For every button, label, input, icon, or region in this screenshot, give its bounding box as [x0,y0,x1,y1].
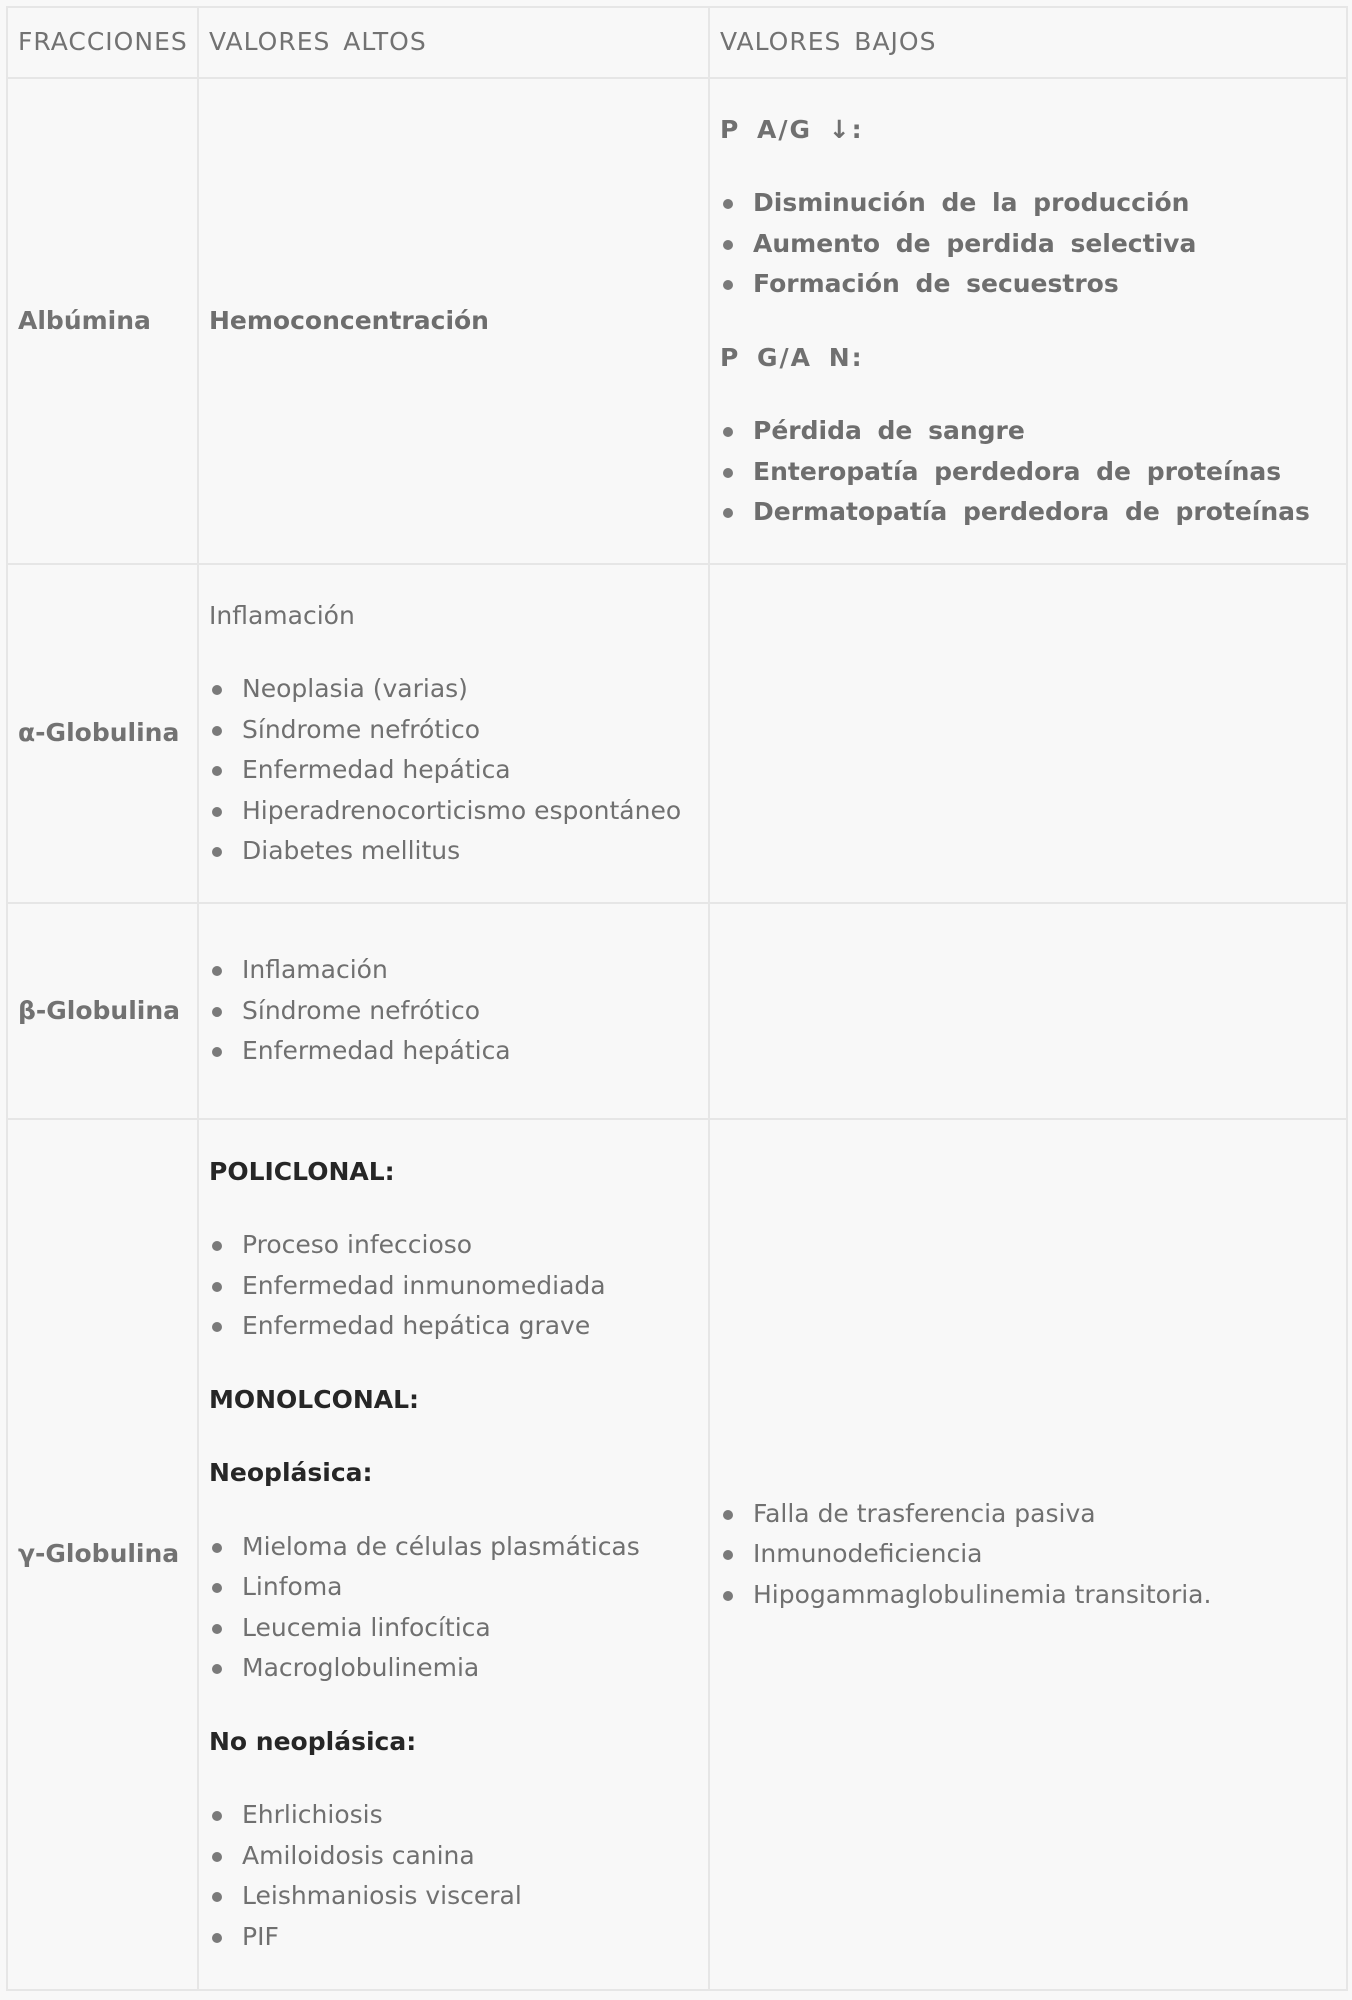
high-beta-globulina [198,903,709,1119]
header-valores-bajos: VALORES BAJOS [709,7,1347,78]
low-albumina-heading-1: P A/G ↓: [720,114,864,144]
list-item: Leucemia linfocítica [209,1608,698,1649]
fraction-albumina: Albúmina [7,78,198,564]
header-fracciones: FRACCIONES [7,7,198,78]
low-gamma-globulina [709,1119,1347,1990]
high-gamma-globulina [198,1119,709,1990]
list-item: Amiloidosis canina [209,1836,698,1877]
high-albumina: Hemoconcentración [198,78,709,564]
fraction-alpha-globulina: α-Globulina [7,564,198,903]
list-item: Enfermedad inmunomediada [209,1266,698,1307]
list-item: Enteropatía perdedora de proteínas [720,452,1336,493]
list-item: Leishmaniosis visceral [209,1876,698,1917]
high-alpha-heading: Inflamación [209,600,355,630]
low-beta-globulina [709,903,1347,1119]
list-item: Disminución de la producción [720,183,1336,224]
low-alpha-globulina [709,564,1347,903]
list-item: Hipogammaglobulinemia transitoria. [720,1575,1336,1616]
policlonal-heading: POLICLONAL: [209,1156,395,1186]
low-albumina-heading-2: P G/A N: [720,342,864,372]
list-item: Linfoma [209,1567,698,1608]
list-item: Proceso infeccioso [209,1225,698,1266]
low-gamma-list [720,1494,1336,1616]
list-item: Formación de secuestros [720,264,1336,305]
list-item: Hiperadrenocorticismo espontáneo [209,791,698,832]
monoclonal-heading: MONOLCONAL: [209,1384,420,1414]
high-alpha-list [209,669,698,872]
list-item: Inflamación [209,950,698,991]
no-neoplasica-heading: No neoplásica: [209,1726,417,1756]
neoplasica-heading: Neoplásica: [209,1458,373,1488]
high-beta-list [209,950,698,1072]
list-item: Macroglobulinemia [209,1648,698,1689]
list-item: Enfermedad hepática [209,1031,698,1072]
fractions-table [6,6,1348,1991]
row-alpha-globulina [7,564,1347,903]
list-item: Falla de trasferencia pasiva [720,1494,1336,1535]
header-valores-altos: VALORES ALTOS [198,7,709,78]
list-item: Ehrlichiosis [209,1795,698,1836]
low-albumina [709,78,1347,564]
list-item: Pérdida de sangre [720,411,1336,452]
no-neoplasica-list [209,1795,698,1957]
row-beta-globulina [7,903,1347,1119]
list-item: Enfermedad hepática grave [209,1306,698,1347]
header-row [7,7,1347,78]
list-item: Mieloma de células plasmáticas [209,1527,698,1568]
list-item: Inmunodeficiencia [720,1534,1336,1575]
list-item: Enfermedad hepática [209,750,698,791]
list-item: Dermatopatía perdedora de proteínas [720,492,1336,533]
low-albumina-list-2 [720,411,1336,533]
high-alpha-globulina [198,564,709,903]
fraction-gamma-globulina: γ-Globulina [7,1119,198,1990]
neoplasica-list [209,1527,698,1689]
list-item: Neoplasia (varias) [209,669,698,710]
list-item: Diabetes mellitus [209,831,698,872]
policlonal-list [209,1225,698,1347]
list-item: Síndrome nefrótico [209,991,698,1032]
list-item: Síndrome nefrótico [209,710,698,751]
row-gamma-globulina [7,1119,1347,1990]
row-albumina [7,78,1347,564]
fraction-beta-globulina: β-Globulina [7,903,198,1119]
low-albumina-list-1 [720,183,1336,305]
list-item: PIF [209,1917,698,1958]
list-item: Aumento de perdida selectiva [720,224,1336,265]
